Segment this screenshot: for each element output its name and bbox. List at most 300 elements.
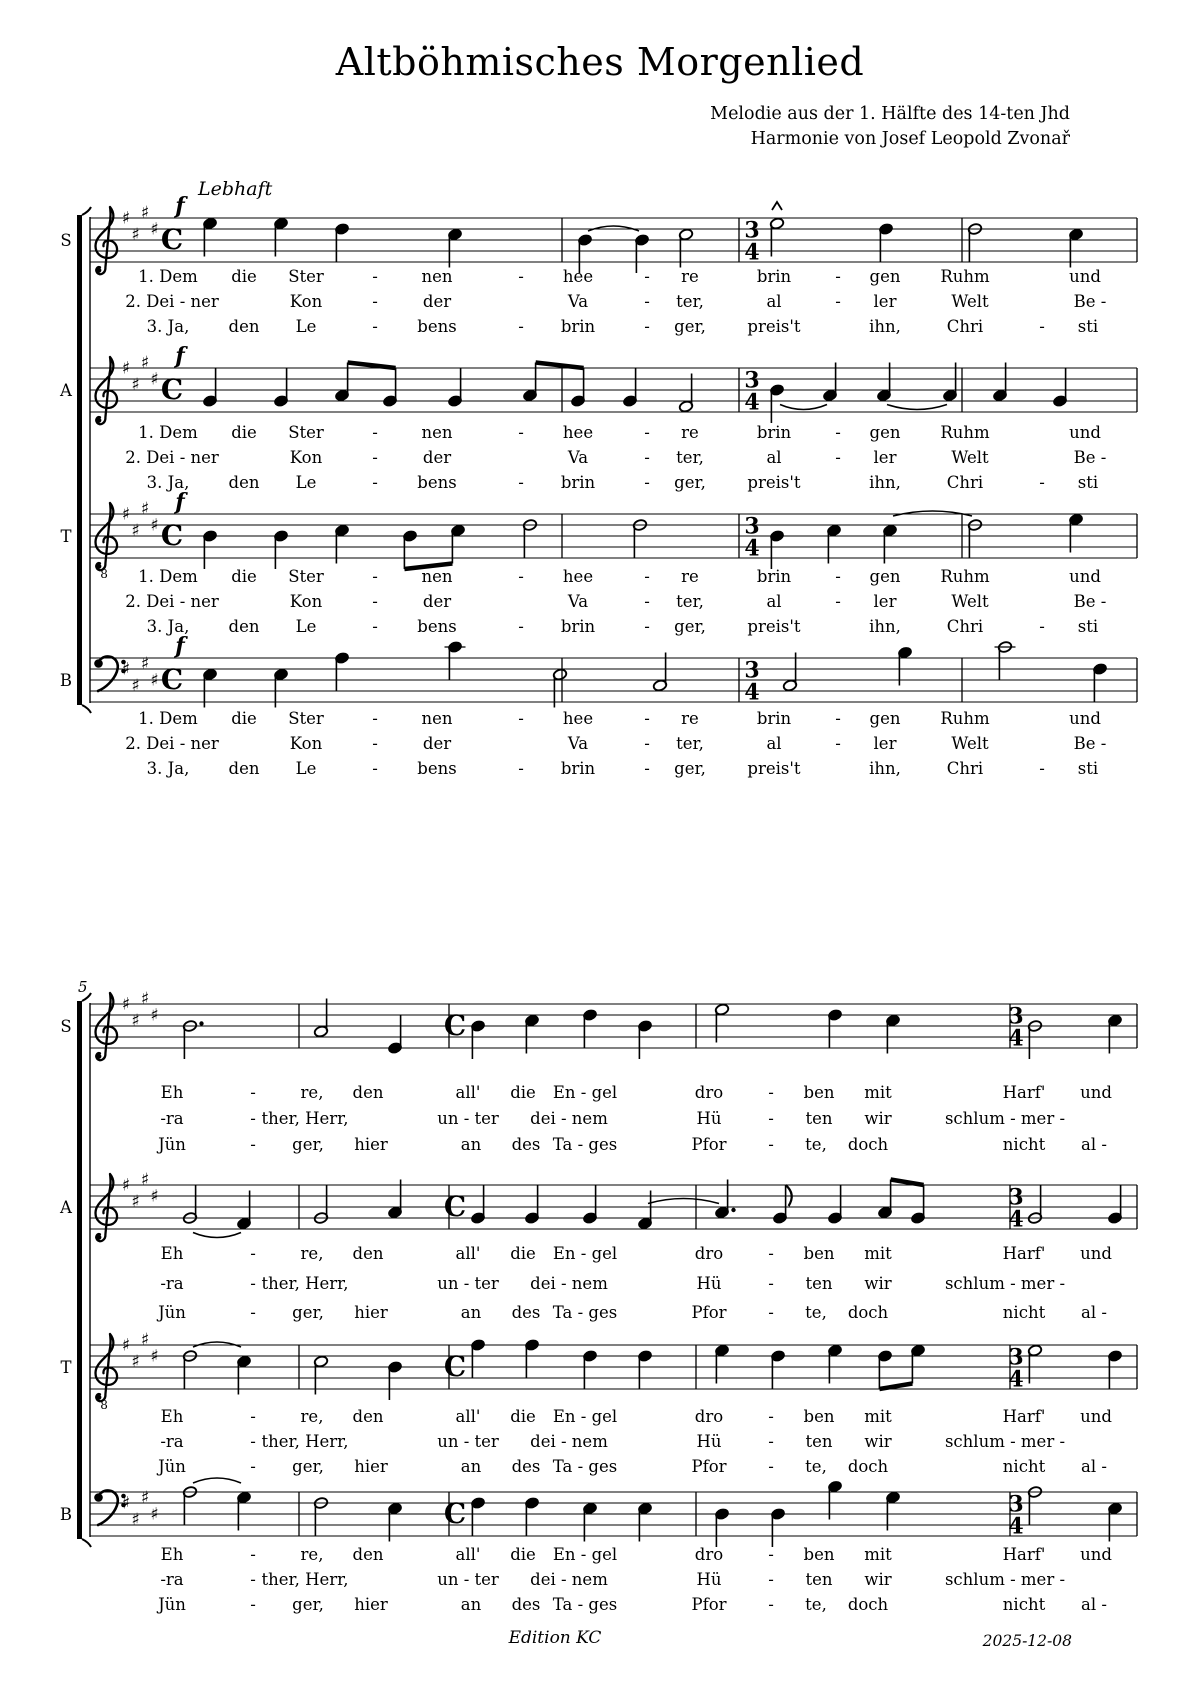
lyric-syllable: -	[835, 567, 841, 586]
note	[877, 1350, 892, 1389]
treble-clef-icon	[96, 1174, 118, 1241]
lyric-syllable: ger,	[674, 317, 706, 336]
lyric-syllable: doch	[847, 1303, 889, 1322]
lyric-syllable: ler	[873, 292, 897, 311]
lyric-syllable: Jün	[158, 1595, 186, 1614]
lyric-syllable: der	[422, 448, 452, 467]
lyric-syllable: -	[372, 734, 378, 753]
lyric-syllable: preis't	[747, 759, 801, 778]
lyric-syllable: all'	[455, 1083, 481, 1102]
sharp-icon: ♯	[121, 208, 131, 229]
lyric-syllable: -	[768, 1135, 774, 1154]
lyric-syllable: wir	[864, 1274, 892, 1293]
sharp-icon: ♯	[131, 1011, 140, 1031]
lyric-syllable: ihn,	[869, 759, 901, 778]
staff-T-sys2	[60, 1330, 1137, 1412]
note	[637, 1020, 652, 1059]
lyric-syllable: Ruhm	[940, 423, 990, 442]
lyric-syllable: den	[228, 317, 260, 336]
lyric-syllable: Pfor	[691, 1595, 727, 1614]
marcato-accent-icon	[772, 202, 782, 210]
sharp-icon: ♯	[131, 1192, 140, 1212]
lyric-syllable: die	[510, 1545, 536, 1564]
lyric-syllable: brin	[756, 423, 792, 442]
note	[382, 368, 397, 407]
time-sig-3: 3	[744, 367, 760, 394]
lyric-syllable: gen	[869, 267, 901, 286]
lyric-syllable: Welt	[951, 734, 989, 753]
lyric-syllable: ten	[805, 1432, 833, 1451]
lyric-syllable: hee	[562, 709, 594, 728]
lyric-syllable: Kon	[289, 734, 323, 753]
lyric-syllable: der	[422, 734, 452, 753]
time-sig-4: 4	[744, 679, 760, 706]
lyric-syllable: -	[250, 1545, 256, 1564]
lyric-syllable: Be -	[1073, 592, 1107, 611]
lyric-syllable: nicht	[1002, 1303, 1046, 1322]
note	[470, 1185, 485, 1224]
lyric-syllable: -	[372, 473, 378, 492]
lyric-syllable: nen	[421, 267, 453, 286]
lyric-syllable: -	[518, 267, 524, 286]
lyric-syllable: Ruhm	[940, 267, 990, 286]
sharp-icon: ♯	[140, 499, 150, 519]
footer-edition: Edition KC	[508, 1628, 602, 1648]
note	[447, 368, 462, 407]
lyric-syllable: brin	[560, 759, 596, 778]
lyric-syllable: -	[835, 423, 841, 442]
lyric-syllable: und	[1069, 709, 1101, 728]
lyric-syllable: nen	[421, 567, 453, 586]
lyric-syllable: -	[644, 317, 650, 336]
lyric-syllable: -	[518, 317, 524, 336]
sharp-icon: ♯	[121, 1335, 131, 1356]
lyric-syllable: Le	[295, 473, 317, 492]
lyric-syllable: -	[250, 1083, 256, 1102]
lyric-syllable: Ta - ges	[552, 1135, 618, 1154]
lyric-syllable: wir	[864, 1109, 892, 1128]
note	[387, 1015, 402, 1054]
lyric-syllable: Jün	[158, 1457, 186, 1476]
lyric-syllable: Hü	[696, 1432, 722, 1451]
lyric-syllable: al	[766, 592, 782, 611]
lyric-syllable: -	[372, 423, 378, 442]
time-sig-3: 3	[1008, 1003, 1024, 1030]
lyric-syllable: -	[644, 292, 650, 311]
lyric-syllable: 1. Dem	[138, 267, 198, 286]
note	[878, 223, 893, 262]
lyric-syllable: Kon	[289, 592, 323, 611]
sharp-icon: ♯	[121, 659, 131, 680]
lyric-syllable: -	[835, 292, 841, 311]
time-sig-4: 4	[744, 239, 760, 266]
lyric-syllable: ger,	[674, 617, 706, 636]
lyric-syllable: die	[231, 709, 257, 728]
note	[273, 530, 288, 569]
lyric-syllable: Va	[567, 592, 589, 611]
lyric-syllable: an	[460, 1303, 482, 1322]
lyric-syllable: doch	[847, 1595, 889, 1614]
sharp-icon: ♯	[140, 989, 150, 1009]
lyric-syllable: 1. Dem	[138, 423, 198, 442]
dynamic-f: f	[175, 193, 185, 219]
note	[445, 641, 466, 680]
lyric-syllable: und	[1080, 1545, 1112, 1564]
sharp-icon: ♯	[131, 1352, 140, 1372]
lyric-syllable: der	[422, 292, 452, 311]
dynamic-f: f	[175, 489, 185, 515]
time-sig-common: C	[160, 519, 184, 552]
lyric-syllable: die	[510, 1083, 536, 1102]
sharp-icon: ♯	[150, 1186, 159, 1207]
lyric-syllable: En - gel	[552, 1083, 618, 1102]
note	[570, 368, 585, 407]
lyric-syllable: ter,	[676, 734, 704, 753]
lyric-syllable: ler	[873, 734, 897, 753]
sharp-icon: ♯	[150, 515, 159, 536]
lyric-syllable: 2. Dei - ner	[125, 292, 219, 311]
lyric-syllable: te,	[805, 1457, 827, 1476]
note	[770, 1508, 785, 1547]
time-sig-common: C	[443, 1497, 467, 1530]
sharp-icon: ♯	[150, 219, 159, 240]
note	[827, 1185, 842, 1224]
lyric-syllable: die	[231, 423, 257, 442]
lyric-syllable: ihn,	[869, 317, 901, 336]
dynamic-f: f	[175, 343, 185, 369]
lyric-syllable: -	[768, 1545, 774, 1564]
sharp-icon: ♯	[131, 521, 140, 541]
tempo-marking: Lebhaft	[198, 178, 273, 200]
slur	[780, 405, 827, 410]
lyric-syllable: te,	[805, 1135, 827, 1154]
lyric-syllable: ler	[873, 592, 897, 611]
lyric-syllable: Welt	[951, 448, 989, 467]
sharp-icon: ♯	[121, 1175, 131, 1196]
lyric-syllable: wir	[864, 1432, 892, 1451]
sharp-icon: ♯	[140, 1170, 150, 1190]
treble-clef-icon	[96, 993, 118, 1060]
lyric-syllable: 1. Dem	[138, 709, 198, 728]
note	[714, 1508, 729, 1547]
lyric-syllable: -	[372, 592, 378, 611]
lyric-syllable: des	[511, 1595, 541, 1614]
staff-S-sys1	[60, 193, 1137, 274]
lyric-syllable: re	[681, 267, 699, 286]
lyric-syllable: nen	[421, 709, 453, 728]
lyric-syllable: -	[768, 1303, 774, 1322]
note	[334, 652, 349, 691]
time-sig-4: 4	[1008, 1206, 1024, 1233]
lyric-syllable: Eh	[160, 1407, 184, 1426]
lyric-syllable: te,	[805, 1595, 827, 1614]
note	[1107, 1185, 1122, 1224]
beam	[536, 363, 584, 369]
lyric-syllable: ther, Herr,	[261, 1570, 349, 1589]
lyric-syllable: un - ter	[437, 1432, 499, 1451]
lyric-syllable: -	[644, 734, 650, 753]
lyric-syllable: Le	[295, 317, 317, 336]
lyric-syllable: schlum - mer -	[944, 1109, 1066, 1128]
lyric-syllable: 3. Ja,	[146, 473, 190, 492]
lyric-syllable: Harf'	[1002, 1407, 1046, 1426]
note	[770, 1350, 785, 1389]
time-sig-common: C	[160, 373, 184, 406]
lyric-syllable: dro	[694, 1244, 724, 1263]
note	[1107, 1350, 1122, 1389]
lyric-syllable: dei - nem	[530, 1432, 608, 1451]
lyric-syllable: -	[250, 1407, 256, 1426]
lyric-syllable: 3. Ja,	[146, 617, 190, 636]
lyric-syllable: al -	[1081, 1303, 1107, 1322]
lyric-syllable: mit	[864, 1083, 892, 1102]
lyric-syllable: Pfor	[691, 1303, 727, 1322]
lyric-syllable: Ruhm	[940, 567, 990, 586]
system-bracket	[77, 215, 82, 705]
lyric-syllable: ter,	[676, 292, 704, 311]
lyric-syllable: Eh	[160, 1244, 184, 1263]
time-sig-3: 3	[744, 513, 760, 540]
lyric-syllable: ben	[803, 1545, 835, 1564]
time-sig-4: 4	[1008, 1513, 1024, 1540]
lyric-syllable: -	[372, 617, 378, 636]
time-sig-common: C	[443, 1350, 467, 1383]
lyric-syllable: hier	[354, 1457, 388, 1476]
lyric-syllable: -	[644, 423, 650, 442]
staff-B-sys1	[60, 633, 1137, 708]
beam	[879, 1384, 912, 1390]
lyric-syllable: -	[768, 1407, 774, 1426]
lyric-syllable: und	[1080, 1083, 1112, 1102]
lyric-syllable: -	[250, 1432, 256, 1451]
lyric-syllable: ten	[805, 1274, 833, 1293]
voice-label-S: S	[60, 231, 72, 250]
lyric-syllable: al	[766, 448, 782, 467]
lyric-syllable: preis't	[747, 617, 801, 636]
lyric-syllable: Ster	[288, 709, 324, 728]
lyric-syllable: die	[231, 567, 257, 586]
sharp-icon: ♯	[121, 358, 131, 379]
lyric-syllable: re	[681, 567, 699, 586]
lyric-syllable: -	[250, 1135, 256, 1154]
lyric-syllable: gen	[869, 567, 901, 586]
lyric-syllable: des	[511, 1303, 541, 1322]
time-sig-3: 3	[1008, 1344, 1024, 1371]
lyric-syllable: -	[835, 709, 841, 728]
note	[273, 368, 288, 407]
slur	[648, 1199, 719, 1204]
lyric-syllable: Ster	[288, 567, 324, 586]
time-sig-4: 4	[744, 389, 760, 416]
lyric-syllable: Kon	[289, 292, 323, 311]
lyric-syllable: -	[644, 759, 650, 778]
octave-8-marker: 8	[100, 1398, 108, 1412]
lyric-syllable: -	[372, 292, 378, 311]
lyric-syllable: Chri	[946, 617, 984, 636]
lyric-syllable: brin	[560, 473, 596, 492]
time-sig-4: 4	[1008, 1366, 1024, 1393]
lyric-syllable: Hü	[696, 1274, 722, 1293]
lyric-syllable: Eh	[160, 1083, 184, 1102]
lyric-syllable: al	[766, 292, 782, 311]
lyric-syllable: schlum - mer -	[944, 1570, 1066, 1589]
lyric-syllable: nicht	[1002, 1135, 1046, 1154]
lyric-syllable: Be -	[1073, 448, 1107, 467]
treble-clef-icon	[96, 503, 118, 581]
note	[202, 368, 217, 407]
staff-B-sys2	[60, 1478, 1137, 1547]
staff-A-sys1	[59, 343, 1137, 424]
lyric-syllable: te,	[805, 1303, 827, 1322]
note	[1092, 663, 1107, 702]
lyric-syllable: und	[1069, 267, 1101, 286]
lyric-syllable: und	[1069, 423, 1101, 442]
lyric-syllable: -	[1039, 759, 1045, 778]
voice-label-A: A	[60, 1198, 72, 1217]
lyric-syllable: -	[835, 734, 841, 753]
lyric-syllable: ther, Herr,	[261, 1274, 349, 1293]
lyric-syllable: ler	[873, 448, 897, 467]
lyric-syllable: all'	[455, 1545, 481, 1564]
lyric-syllable: ger,	[292, 1303, 324, 1322]
lyric-syllable: Be -	[1073, 292, 1107, 311]
footer-date: 2025-12-08	[982, 1632, 1072, 1650]
time-sig-4: 4	[744, 535, 760, 562]
lyric-syllable: ger,	[292, 1457, 324, 1476]
lyric-syllable: Va	[567, 292, 589, 311]
voice-label-T: T	[60, 527, 72, 546]
lyric-syllable: -	[644, 473, 650, 492]
lyric-syllable: -	[372, 567, 378, 586]
lyric-syllable: ger,	[674, 473, 706, 492]
note	[769, 384, 784, 423]
time-sig-3: 3	[1008, 1184, 1024, 1211]
time-sig-3: 3	[744, 217, 760, 244]
lyric-syllable: mit	[864, 1244, 892, 1263]
octave-8-marker: 8	[100, 567, 108, 581]
lyric-syllable: -	[644, 709, 650, 728]
lyric-syllable: -	[372, 709, 378, 728]
lyric-syllable: all'	[455, 1244, 481, 1263]
lyric-syllable: doch	[847, 1135, 889, 1154]
lyric-syllable: -	[250, 1570, 256, 1589]
lyric-syllable: -	[250, 1274, 256, 1293]
sharp-icon: ♯	[121, 994, 131, 1015]
sharp-icon: ♯	[140, 654, 150, 674]
lyric-syllable: dro	[694, 1083, 724, 1102]
staff-S-sys2	[60, 989, 1137, 1060]
lyric-syllable: ther, Herr,	[261, 1109, 349, 1128]
lyric-syllable: -	[644, 448, 650, 467]
lyric-syllable: ihn,	[869, 617, 901, 636]
sharp-icon: ♯	[131, 375, 140, 395]
note	[524, 1185, 539, 1224]
lyric-syllable: ger,	[292, 1135, 324, 1154]
sharp-icon: ♯	[140, 353, 150, 373]
lyric-syllable: -	[250, 1303, 256, 1322]
sharp-icon: ♯	[140, 1330, 150, 1350]
lyric-syllable: Chri	[946, 317, 984, 336]
lyric-syllable: Harf'	[1002, 1545, 1046, 1564]
lyric-syllable: ben	[803, 1083, 835, 1102]
lyric-syllable: Ster	[288, 423, 324, 442]
lyric-syllable: des	[511, 1457, 541, 1476]
lyric-syllable: Jün	[158, 1135, 186, 1154]
note	[387, 1361, 402, 1400]
lyric-syllable: -	[768, 1457, 774, 1476]
treble-clef-icon	[96, 1334, 118, 1412]
lyric-syllable: -	[372, 448, 378, 467]
lyric-syllable: -	[644, 617, 650, 636]
lyric-syllable: -ra	[160, 1274, 184, 1293]
lyric-syllable: ter,	[676, 592, 704, 611]
lyric-syllable: -	[518, 473, 524, 492]
lyric-syllable: ter,	[676, 448, 704, 467]
lyric-syllable: un - ter	[437, 1274, 499, 1293]
lyric-syllable: den	[352, 1083, 384, 1102]
sharp-icon: ♯	[121, 1493, 131, 1514]
lyric-syllable: des	[511, 1135, 541, 1154]
lyric-syllable: bens	[417, 317, 457, 336]
lyric-syllable: hier	[354, 1135, 388, 1154]
lyric-syllable: En - gel	[552, 1545, 618, 1564]
lyric-syllable: re,	[300, 1545, 324, 1564]
time-sig-3: 3	[744, 657, 760, 684]
lyric-syllable: Pfor	[691, 1135, 727, 1154]
lyric-syllable: Ta - ges	[552, 1457, 618, 1476]
lyric-syllable: -	[768, 1570, 774, 1589]
lyric-syllable: 2. Dei - ner	[125, 592, 219, 611]
slur	[193, 1478, 241, 1483]
lyric-syllable: Va	[567, 448, 589, 467]
lyric-syllable: ten	[805, 1109, 833, 1128]
credit-melody: Melodie aus der 1. Hälfte des 14-ten Jhd	[710, 104, 1070, 124]
note	[334, 223, 349, 262]
lyric-syllable: -	[250, 1109, 256, 1128]
lyric-syllable: mit	[864, 1407, 892, 1426]
lyric-syllable: re,	[300, 1083, 324, 1102]
lyric-syllable: dro	[694, 1407, 724, 1426]
lyric-syllable: Be -	[1073, 734, 1107, 753]
lyric-syllable: doch	[847, 1457, 889, 1476]
sharp-icon: ♯	[150, 1504, 159, 1525]
beam	[348, 363, 396, 369]
lyric-syllable: an	[460, 1135, 482, 1154]
lyric-syllable: brin	[756, 267, 792, 286]
lyric-syllable: preis't	[747, 317, 801, 336]
note	[470, 1497, 485, 1536]
note	[582, 1185, 597, 1224]
lyric-syllable: -	[250, 1244, 256, 1263]
note	[1052, 368, 1067, 407]
lyric-syllable: -	[518, 423, 524, 442]
lyric-syllable: Hü	[696, 1109, 722, 1128]
note	[402, 530, 417, 569]
lyric-syllable: bens	[417, 473, 457, 492]
lyric-syllable: En - gel	[552, 1407, 618, 1426]
lyric-syllable: ger,	[292, 1595, 324, 1614]
lyric-syllable: mit	[864, 1545, 892, 1564]
lyric-syllable: der	[422, 592, 452, 611]
credit-harmony: Harmonie von Josef Leopold Zvonař	[750, 129, 1070, 149]
treble-clef-icon	[96, 207, 118, 274]
lyric-syllable: -	[1039, 617, 1045, 636]
lyric-syllable: -ra	[160, 1570, 184, 1589]
note	[622, 368, 637, 407]
lyric-syllable: -	[644, 567, 650, 586]
lyric-syllable: sti	[1077, 473, 1099, 492]
lyric-syllable: un - ter	[437, 1109, 499, 1128]
